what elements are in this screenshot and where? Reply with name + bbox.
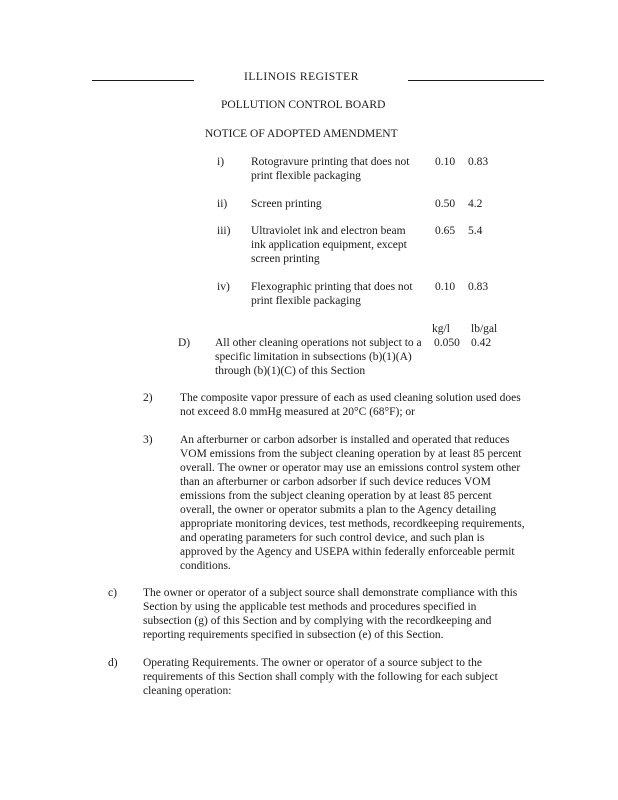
table-row-num: i) [217,156,225,168]
table-row-kg: 0.10 [435,281,456,293]
table-row-num: iii) [217,225,231,237]
item-2-num: 2) [143,392,153,404]
board-title: POLLUTION CONTROL BOARD [221,99,386,111]
header-rule-right [408,80,544,81]
table-row-kg: 0.65 [435,225,456,237]
unit-kg-header: kg/l [432,323,450,335]
table-row-lb: 0.83 [468,281,489,293]
item-c-text: The owner or operator of a subject source shall demonstrate compliance with this Section by using the applicable test methods and procedures specified in subsection (g) of this Section and by complying with the recordkeeping and reporting requirements specified in subsection (e) of this Section. [143,587,518,641]
item-d-text: Operating Requirements. The owner or operator of a source subject to the requirements of this Section shall comply with the following for each subject cleaning operation: [143,657,498,697]
item-d-cap-desc: All other cleaning operations not subject to a specific limitation in subsections (b)(1)(A) through (b)(1)(C) of this Section [215,337,422,377]
item-2-text: The composite vapor pressure of each as used cleaning solution used does not exceed 8.0 mmHg measured at 20°C (68°F); or [180,392,521,418]
item-3-text: An afterburner or carbon adsorber is installed and operated that reduces VOM emissions from the subject cleaning operation by at least 85 percent overall. The owner or operator may use an emissions control system other than an afterburner or carbon adsorber if such device reduces VOM emissions from the subject cleaning operation by at least 85 percent overall, the owner or operator submits a plan to the Agency detailing appropriate monitoring devices, test methods, recordkeeping requirements, and operating parameters for such control device, and such plan is approved by the Agency and USEPA within federally enforceable permit conditions. [180,434,525,572]
table-row-desc: Screen printing [251,198,322,210]
table-row-lb: 4.2 [468,198,483,210]
table-row-lb: 5.4 [468,225,483,237]
item-d-num: d) [108,657,118,669]
item-3-num: 3) [143,434,153,446]
table-row-desc: Rotogravure printing that does not print flexible packaging [251,156,410,182]
table-row-desc: Flexographic printing that does not print flexible packaging [251,281,413,307]
item-d-cap-lb: 0.42 [471,337,492,349]
header-rule-left [92,80,194,81]
table-row-kg: 0.10 [435,156,456,168]
table-row-lb: 0.83 [468,156,489,168]
table-row-desc: Ultraviolet ink and electron beam ink application equipment, except screen printing [251,225,407,265]
item-d-cap-kg: 0.050 [434,337,460,349]
unit-lb-header: lb/gal [471,323,498,335]
table-row-kg: 0.50 [435,198,456,210]
notice-title: NOTICE OF ADOPTED AMENDMENT [205,128,398,140]
item-d-cap-num: D) [178,337,191,349]
table-row-num: ii) [217,198,228,210]
table-row-num: iv) [217,281,230,293]
item-c-num: c) [108,587,117,599]
register-title: ILLINOIS REGISTER [244,71,359,83]
